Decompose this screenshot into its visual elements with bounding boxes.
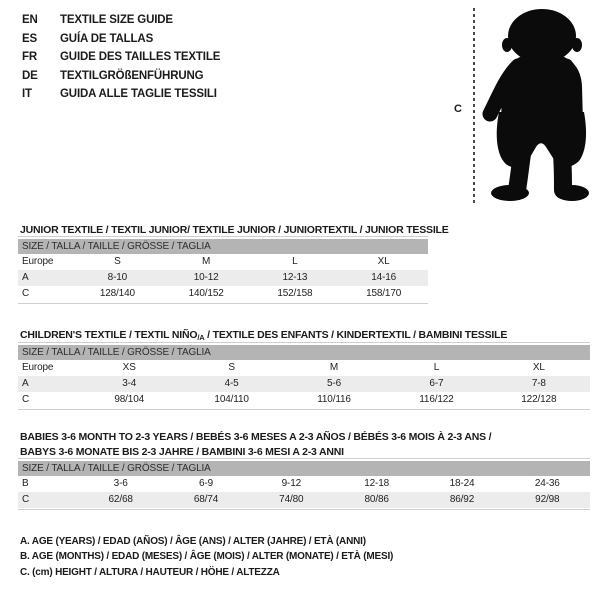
table-cell: 10-12 <box>193 272 219 283</box>
table-top-rule <box>18 458 590 459</box>
size-header-bar <box>18 461 590 476</box>
table-cell: 5-6 <box>327 378 342 389</box>
height-measure-figure <box>446 0 600 210</box>
language-code: FR <box>22 51 38 64</box>
table-row <box>18 392 590 408</box>
language-title: GUIDA ALLE TAGLIE TESSILI <box>60 88 217 101</box>
table-top-rule <box>18 236 428 237</box>
language-row <box>22 67 220 86</box>
table-cell: 14-16 <box>371 272 397 283</box>
table-cell: M <box>202 256 211 267</box>
junior-table-rows <box>18 254 428 302</box>
table-cell: 4-5 <box>224 378 239 389</box>
footnote-a: A. AGE (YEARS) / EDAD (AÑOS) / ÂGE (ANS) / ALTER (JAHRE) / ETÀ (ANNI) <box>20 536 366 547</box>
language-code: IT <box>22 88 32 101</box>
babies-title-line1-text: BABIES 3-6 MONTH TO 2-3 YEARS / BEBÉS 3-6 MESES A 2-3 AÑOS / BÉBÉS 3-6 MOIS À 2-3 ANS / <box>20 430 492 443</box>
table-row <box>18 254 428 270</box>
table-cell: 7-8 <box>531 378 546 389</box>
table-cell: 18-24 <box>449 478 475 489</box>
table-cell: 8-10 <box>107 272 128 283</box>
children-size-table <box>18 342 590 410</box>
table-bottom-rule <box>18 303 428 304</box>
table-cell: 110/116 <box>317 394 351 405</box>
table-row <box>18 376 590 392</box>
table-cell: XL <box>532 362 545 373</box>
row-label: C <box>22 494 30 505</box>
size-header-bar <box>18 239 428 254</box>
children-title-post: / TEXTILE DES ENFANTS / KINDERTEXTIL / BAMBINI TESSILE <box>204 328 508 341</box>
language-code: ES <box>22 32 38 45</box>
table-cell: 68/74 <box>193 494 219 505</box>
table-cell: 98/104 <box>114 394 145 405</box>
table-cell: 122/128 <box>521 394 557 405</box>
children-title-pre: CHILDREN'S TEXTILE / TEXTIL NIÑO <box>20 328 198 341</box>
table-cell: 80/86 <box>364 494 389 505</box>
children-title-sub: /A <box>197 332 205 342</box>
table-cell: 92/98 <box>535 494 560 505</box>
babies-table-rows <box>18 476 590 508</box>
table-row <box>18 286 428 302</box>
table-cell: 6-7 <box>429 378 444 389</box>
table-cell: 86/92 <box>449 494 475 505</box>
size-header-text: SIZE / TALLA / TAILLE / GRÖSSE / TAGLIA <box>22 463 211 474</box>
language-code: EN <box>22 14 38 27</box>
table-cell: 104/110 <box>214 394 249 405</box>
table-cell: 9-12 <box>281 478 302 489</box>
footnote-c: C. (cm) HEIGHT / ALTURA / HAUTEUR / HÖHE / ALTEZZA <box>20 566 280 578</box>
row-label: Europe <box>22 256 54 267</box>
table-cell: 12-13 <box>282 272 308 283</box>
children-table-rows <box>18 360 590 408</box>
table-cell: 12-18 <box>364 478 390 489</box>
table-cell: 62/68 <box>108 494 133 505</box>
table-cell: M <box>329 362 339 373</box>
language-row <box>22 11 220 30</box>
language-title: TEXTILGRÖßENFÜHRUNG <box>60 69 204 82</box>
table-bottom-rule <box>18 409 590 410</box>
language-row <box>22 48 220 67</box>
table-bottom-rule <box>18 509 590 510</box>
language-code: DE <box>22 69 38 82</box>
measure-dashed-line <box>473 8 475 203</box>
table-cell: 24-36 <box>534 478 560 489</box>
table-cell: 3-6 <box>113 478 128 489</box>
row-label: C <box>22 288 30 299</box>
table-row <box>18 360 590 376</box>
language-row <box>22 30 220 49</box>
table-cell: 128/140 <box>99 288 135 299</box>
table-cell: S <box>114 256 121 267</box>
size-header-text: SIZE / TALLA / TAILLE / GRÖSSE / TAGLIA <box>22 241 211 252</box>
row-label: C <box>22 394 30 405</box>
legend-footnotes <box>20 536 393 582</box>
size-header-text: SIZE / TALLA / TAILLE / GRÖSSE / TAGLIA <box>22 347 211 358</box>
measure-label-c: C <box>454 103 462 115</box>
babies-section-title-line2 <box>20 446 344 458</box>
language-title-list <box>22 11 220 104</box>
table-row <box>18 476 590 492</box>
language-row <box>22 85 220 104</box>
row-label: B <box>22 478 29 489</box>
table-cell: 140/152 <box>188 288 224 299</box>
babies-section-title-line1 <box>20 431 491 443</box>
table-cell: 74/80 <box>279 494 304 505</box>
table-cell: L <box>433 362 440 373</box>
row-label: A <box>22 378 29 389</box>
table-row <box>18 492 590 508</box>
size-header-bar <box>18 345 590 360</box>
table-cell: L <box>292 256 298 267</box>
table-cell: 3-4 <box>122 378 137 389</box>
language-title: GUÍA DE TALLAS <box>60 32 154 45</box>
junior-section-title-text: JUNIOR TEXTILE / TEXTIL JUNIOR/ TEXTILE JUNIOR / JUNIORTEXTIL / JUNIOR TESSILE <box>20 223 449 236</box>
table-cell: 152/158 <box>277 288 313 299</box>
babies-size-table <box>18 458 590 510</box>
footnote-b: B. AGE (MONTHS) / EDAD (MESES) / ÂGE (MOIS) / ALTER (MONATE) / ETÀ (MESI) <box>20 551 394 563</box>
language-title: TEXTILE SIZE GUIDE <box>60 14 173 27</box>
table-top-rule <box>18 342 590 343</box>
language-title: GUIDE DES TAILLES TEXTILE <box>60 51 221 64</box>
junior-section-title <box>20 224 449 236</box>
table-cell: S <box>228 362 235 373</box>
table-cell: XS <box>122 362 136 373</box>
table-cell: 6-9 <box>198 478 213 489</box>
baby-silhouette-icon <box>478 6 600 204</box>
table-cell: 158/170 <box>366 288 402 299</box>
table-cell: XL <box>377 256 390 267</box>
junior-size-table <box>18 236 428 304</box>
children-section-title <box>20 329 507 342</box>
table-cell: 116/122 <box>419 394 454 405</box>
babies-title-line2-text: BABYS 3-6 MONATE BIS 2-3 JAHRE / BAMBINI 3-6 MESI A 2-3 ANNI <box>20 445 344 458</box>
row-label: A <box>22 272 29 283</box>
row-label: Europe <box>22 362 54 373</box>
table-row <box>18 270 428 286</box>
